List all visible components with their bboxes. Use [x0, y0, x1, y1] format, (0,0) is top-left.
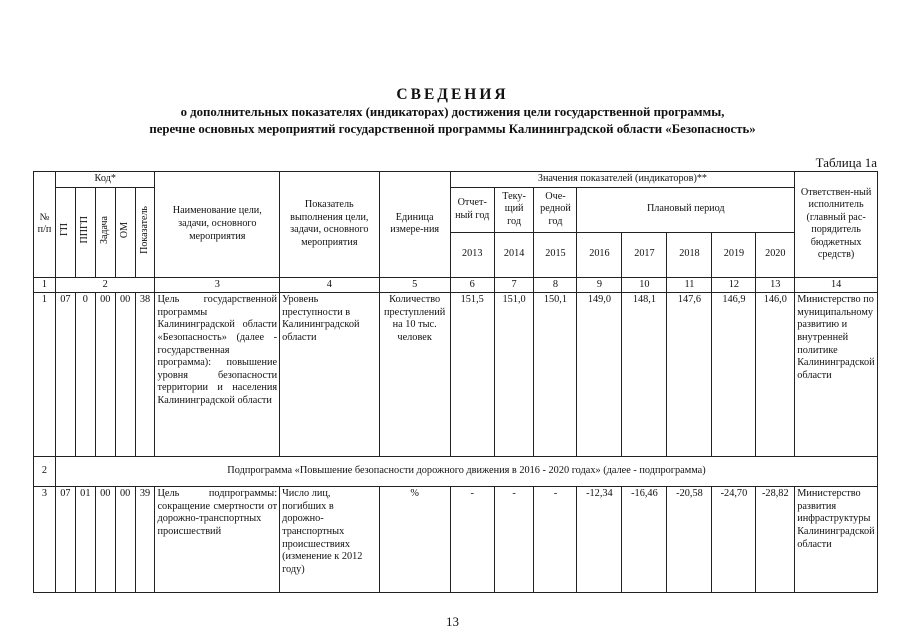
header-year-2016: 2016 — [577, 232, 622, 277]
row-value: -20,58 — [667, 487, 712, 593]
row-value: 146,0 — [756, 293, 795, 457]
row-value: -16,46 — [622, 487, 667, 593]
row-value: 148,1 — [622, 293, 667, 457]
header-year-2017: 2017 — [622, 232, 667, 277]
row-unit: Количество преступлений на 10 тыс. человек — [379, 293, 450, 457]
header-kod-pokazatel-label: Показатель — [138, 205, 150, 254]
header-indicator: Показатель выполнения цели, задачи, основного мероприятия — [280, 172, 379, 278]
row-value: -24,70 — [712, 487, 756, 593]
row-kod-pokazatel: 38 — [135, 293, 155, 457]
table-row — [34, 293, 878, 457]
header-kod-gp-label: ГП — [59, 223, 71, 237]
col-number: 4 — [280, 277, 379, 293]
header-kod-ppgp-label: ППГП — [79, 216, 91, 244]
row-num: 1 — [34, 293, 56, 457]
header-responsible: Ответствен-ный исполнитель (главный рас-порядитель бюджетных средств) — [795, 172, 878, 278]
row-value: 151,5 — [450, 293, 494, 457]
header-year-2014: 2014 — [494, 232, 534, 277]
header-kod-pokazatel — [135, 187, 155, 277]
header-next-year: Оче-редной год — [534, 187, 577, 232]
subprogram-row — [34, 457, 878, 487]
col-number: 10 — [622, 277, 667, 293]
header-kod: Код* — [55, 172, 155, 188]
row-value: - — [450, 487, 494, 593]
col-number: 9 — [577, 277, 622, 293]
col-number: 6 — [450, 277, 494, 293]
row-indicator: Уровень преступности в Калининградской области — [280, 293, 379, 457]
page-number: 13 — [446, 614, 459, 629]
title-line-3: перечне основных мероприятий государственной программы Калининградской области «Безопасность» — [149, 122, 756, 136]
header-year-2018: 2018 — [667, 232, 712, 277]
row-value: 150,1 — [534, 293, 577, 457]
row-unit: % — [379, 487, 450, 593]
header-year-2015: 2015 — [534, 232, 577, 277]
header-kod-zadacha-label: Задача — [98, 215, 110, 244]
header-kod-om-label: ОМ — [118, 221, 130, 238]
header-kod-ppgp — [75, 187, 95, 277]
row-value: -28,82 — [756, 487, 795, 593]
indicators-table — [33, 171, 878, 593]
row-value: -12,34 — [577, 487, 622, 593]
header-year-2019: 2019 — [712, 232, 756, 277]
row-kod-ppgp: 01 — [75, 487, 95, 593]
header-values: Значения показателей (индикаторов)** — [450, 172, 794, 188]
col-number: 5 — [379, 277, 450, 293]
row-kod-gp: 07 — [55, 487, 75, 593]
row-kod-om: 00 — [115, 293, 135, 457]
subprogram-title: Подпрограмма «Повышение безопасности дорожного движения в 2016 - 2020 годах» (далее - подпрограмма) — [55, 457, 877, 487]
header-kod-zadacha — [95, 187, 115, 277]
header-kod-gp — [55, 187, 75, 277]
col-number: 8 — [534, 277, 577, 293]
row-indicator: Число лиц, погибших в дорожно-транспортных происшествиях (изменение к 2012 году) — [280, 487, 379, 593]
row-kod-zadacha: 00 — [95, 293, 115, 457]
header-year-2013: 2013 — [450, 232, 494, 277]
row-num: 3 — [34, 487, 56, 593]
title-line-1: СВЕДЕНИЯ — [396, 86, 509, 103]
row-value: 151,0 — [494, 293, 534, 457]
row-value: 146,9 — [712, 293, 756, 457]
col-number: 1 — [34, 277, 56, 293]
header-current-year: Теку-щий год — [494, 187, 534, 232]
header-kod-om — [115, 187, 135, 277]
header-report-year: Отчет-ный год — [450, 187, 494, 232]
col-number: 14 — [795, 277, 878, 293]
col-number: 3 — [155, 277, 280, 293]
col-number: 11 — [667, 277, 712, 293]
row-value: 149,0 — [577, 293, 622, 457]
header-num: № п/п — [34, 172, 56, 278]
row-value: - — [494, 487, 534, 593]
title-line-2: о дополнительных показателях (индикаторах) достижения цели государственной программы, — [180, 105, 725, 119]
table-row — [34, 487, 878, 593]
row-name: Цель государственной программы Калининградской области «Безопасность» (далее - государственная программа): повышение уровня безопасности территории и населения Калининградской области — [155, 293, 280, 457]
header-plan-period: Плановый период — [577, 187, 795, 232]
row-value: - — [534, 487, 577, 593]
header-year-2020: 2020 — [756, 232, 795, 277]
row-kod-pokazatel: 39 — [135, 487, 155, 593]
row-responsible: Министерство по муниципальному развитию и внутренней политике Калининградской области — [795, 293, 878, 457]
column-number-row — [34, 277, 878, 293]
col-number: 12 — [712, 277, 756, 293]
col-number: 13 — [756, 277, 795, 293]
table-label: Таблица 1а — [815, 155, 877, 170]
row-value: 147,6 — [667, 293, 712, 457]
header-unit: Единица измере-ния — [379, 172, 450, 278]
row-kod-ppgp: 0 — [75, 293, 95, 457]
row-kod-om: 00 — [115, 487, 135, 593]
col-number: 7 — [494, 277, 534, 293]
row-responsible: Министерство развития инфраструктуры Калининградской области — [795, 487, 878, 593]
row-kod-gp: 07 — [55, 293, 75, 457]
row-name: Цель подпрограммы: сокращение смертности от дорожно-транспортных происшествий — [155, 487, 280, 593]
subprogram-num: 2 — [34, 457, 56, 487]
col-number: 2 — [55, 277, 155, 293]
header-name: Наименование цели, задачи, основного мероприятия — [155, 172, 280, 278]
document-title — [0, 86, 905, 138]
row-kod-zadacha: 00 — [95, 487, 115, 593]
